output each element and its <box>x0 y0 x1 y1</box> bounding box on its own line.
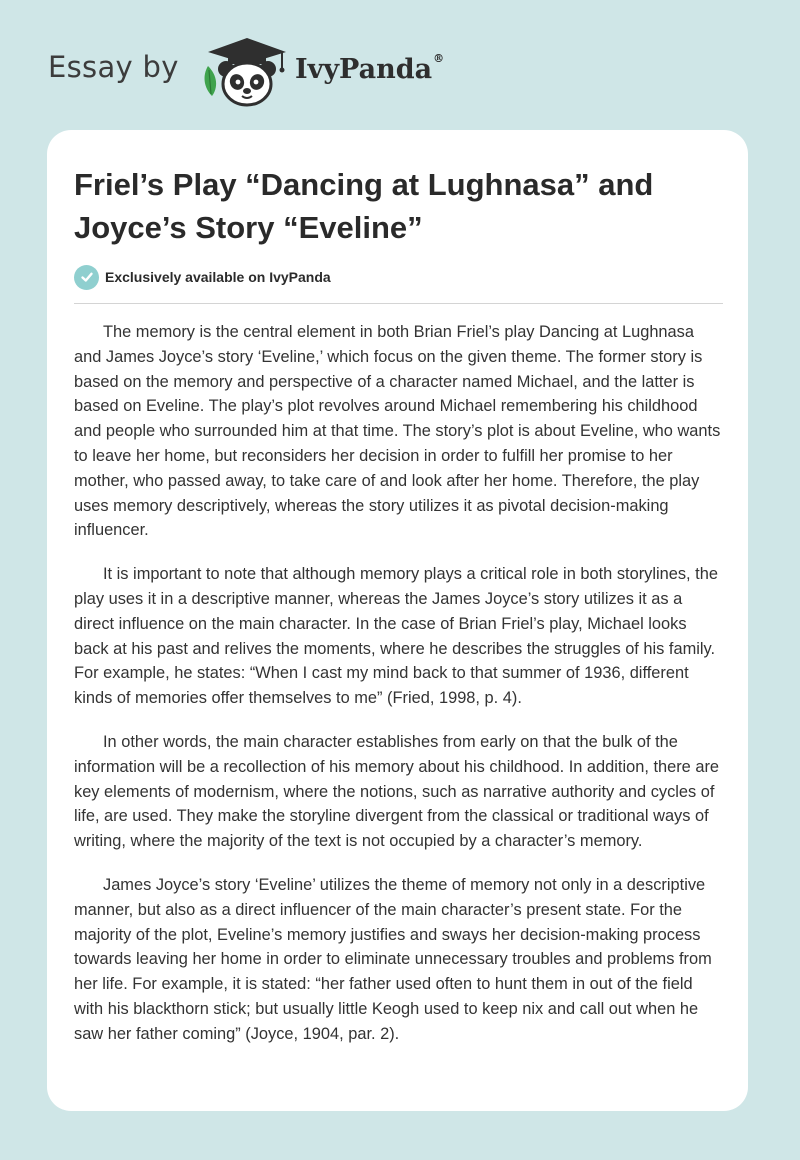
essay-title: Friel’s Play “Dancing at Lughnasa” and Joyce’s Story “Eveline” <box>74 167 654 245</box>
paragraph: James Joyce’s story ‘Eveline’ utilizes the theme of memory not only in a descriptive manner, but also as a direct influencer of the main character’s present state. For the majority of the plot, Eveline’s memory justifies and sways her decision-making process towards leaving her home in order to eliminate unnecessary troubles and problems from her life. For example, it is stated: “her father used often to hunt them in out of the field with his blackthorn stick; but usually little Keogh used to keep nix and call out when he saw her father coming” (Joyce, 1904, par. 2). <box>74 875 712 1043</box>
paragraph: The memory is the central element in both Brian Friel’s play Dancing at Lughnasa and James Joyce’s story ‘Eveline,’ which focus on the given theme. The former story is based on the memory and perspective of a character named Michael, and the latter is based on Eveline. The play’s plot revolves around Michael remembering his childhood and people who surrounded him at that time. The story’s plot is about Eveline, who wants to leave her home, but reconsiders her decision in order to fulfill her promise to her mother, who passed away, to take care of and look after her home. Therefore, the play uses memory descriptively, whereas the story utilizes it as pivotal decision-making influencer. <box>74 323 721 540</box>
brand-text: IvyPanda <box>295 54 433 85</box>
exclusive-badge-label: Exclusively available on IvyPanda <box>105 269 331 285</box>
paragraph: In other words, the main character establishes from early on that the bulk of the information will be a recollection of his memory about his childhood. In addition, there are key elements of modernism, where the notions, such as narrative authority and cycles of life, are used. They make the storyline divergent from the classical or traditional ways of writing, where the majority of the text is not occupied by a character’s memory. <box>74 732 720 851</box>
exclusive-badge <box>74 264 331 290</box>
divider <box>74 303 723 304</box>
checkmark-icon <box>74 265 99 290</box>
essay-by-label: Essay by <box>48 50 179 84</box>
brand-name[interactable] <box>295 54 444 85</box>
essay-body <box>74 320 724 1066</box>
essay-card <box>47 130 748 1111</box>
registered-mark: ® <box>433 52 445 65</box>
paragraph: It is important to note that although memory plays a critical role in both storylines, the play uses it in a descriptive manner, whereas the James Joyce’s story utilizes it as a direct influence on the main character. In the case of Brian Friel’s play, Michael looks back at his past and relives the moments, where he describes the struggles of his family. For example, he states: “When I cast my mind back to that summer of 1936, different kinds of memories offer themselves to me” (Fried, 1998, p. 4). <box>74 565 718 708</box>
site-header <box>48 36 508 108</box>
panda-graduate-logo-icon[interactable] <box>200 36 294 108</box>
